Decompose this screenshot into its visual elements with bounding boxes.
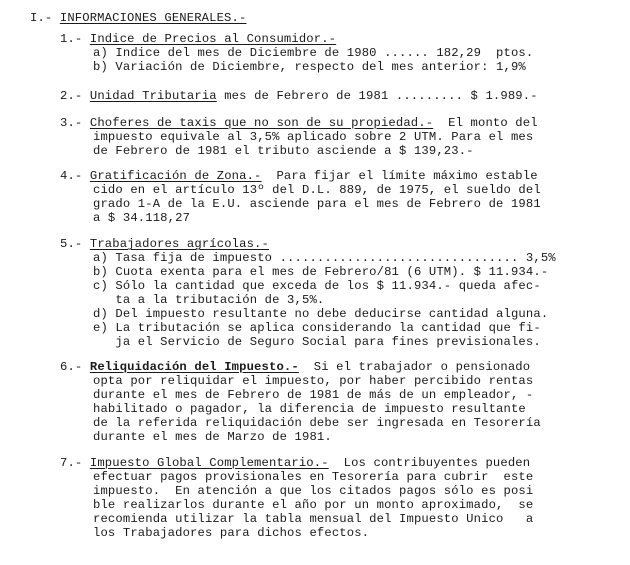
item-7-line-4: ble realizarlos durante el año por un monto aproximado, se (93, 498, 534, 512)
item-7-title: Impuesto Global Complementario.- (89, 456, 329, 470)
item-5-line-b: b) Cuota exenta para el mes de Febrero/81 (6 UTM). $ 11.934.- (93, 265, 549, 279)
item-2-title: Unidad Tributaria (89, 89, 217, 103)
item-2-number: 2.- (60, 89, 90, 103)
item-6-line-3: durante el mes de Febrero de 1981 de más de un empleador, - (93, 388, 534, 402)
heading-title: INFORMACIONES GENERALES.- (59, 11, 247, 25)
item-5-line-a: a) Tasa fija de impuesto ................................ 3,5% (93, 251, 556, 265)
item-7-line-2: efectuar pagos provisionales en Tesorería para cubrir este (93, 470, 534, 484)
item-4-title: Gratificación de Zona.- (89, 169, 262, 183)
item-6-title: Reliquidación del Impuesto.- (89, 360, 299, 374)
item-3-line-3: de Febrero de 1981 el tributo asciende a $ 139,23.- (93, 144, 474, 158)
item-1-title: Indice de Precios al Consumidor.- (89, 32, 337, 46)
item-2-text: mes de Febrero de 1981 ......... $ 1.989.- (216, 89, 538, 103)
item-5-number: 5.- (60, 237, 90, 251)
item-1-line-a: a) Indice del mes de Diciembre de 1980 ...... 182,29 ptos. (93, 46, 534, 60)
item-7-line-5: recomienda utilizar la tabla mensual del Impuesto Unico a (93, 512, 534, 526)
item-3-line-2: impuesto equivale al 3,5% aplicado sobre 2 UTM. Para el mes (93, 130, 534, 144)
item-7-text-start: Los contribuyentes pueden (328, 456, 531, 470)
item-7-line-6: los Trabajadores para dichos efectos. (93, 526, 370, 540)
item-6-line-2: opta por reliquidar el impuesto, por haber percibido rentas (93, 374, 534, 388)
item-5-line-e1: e) La tributación se aplica considerando la cantidad que fi- (93, 321, 541, 335)
item-6-text-start: Si el trabajador o pensionado (298, 360, 531, 374)
item-3-title-line (60, 116, 538, 130)
item-4-line-3: grado 1-A de la E.U. asciende para el mes de Febrero de 1981 (93, 197, 541, 211)
item-7-line-3: impuesto. En atención a que los citados pagos sólo es posi (93, 484, 534, 498)
item-4-number: 4.- (60, 169, 90, 183)
item-1-title-line (60, 32, 336, 46)
item-4-text-start: Para fijar el límite máximo estable (261, 169, 538, 183)
item-6-line-6: durante el mes de Marzo de 1981. (93, 430, 332, 444)
item-6-line-4: habilitado o pagador, la diferencia de impuesto resultante (93, 402, 526, 416)
item-5-line-d: d) Del impuesto resultante no debe deducirse cantidad alguna. (93, 307, 549, 321)
item-3-number: 3.- (60, 116, 90, 130)
item-7-number: 7.- (60, 456, 90, 470)
item-1-number: 1.- (60, 32, 90, 46)
item-5-title-line (60, 237, 269, 251)
heading-number: I.- (30, 11, 60, 25)
item-5-line-c1: c) Sólo la cantidad que exceda de los $ 11.934.- queda afec- (93, 279, 541, 293)
item-5-title: Trabajadores agrícolas.- (89, 237, 269, 251)
item-4-line-2: cido en el artículo 13º del D.L. 889, de 1975, el sueldo del (93, 183, 541, 197)
item-2-line (60, 89, 538, 103)
item-1-line-b: b) Variación de Diciembre, respecto del mes anterior: 1,9% (93, 60, 526, 74)
item-6-title-line (60, 360, 530, 374)
item-4-line-4: a $ 34.118,27 (93, 211, 191, 225)
item-7-title-line (60, 456, 530, 470)
item-6-number: 6.- (60, 360, 90, 374)
item-3-text-start: El monto del (433, 116, 538, 130)
section-heading (30, 11, 246, 25)
item-5-line-c2: ta a la tributación de 3,5%. (93, 293, 325, 307)
item-4-title-line (60, 169, 538, 183)
item-3-title: Choferes de taxis que no son de su propiedad.- (89, 116, 434, 130)
item-5-line-e2: ja el Servicio de Seguro Social para fines previsionales. (93, 335, 541, 349)
item-6-line-5: de la referida reliquidación debe ser ingresada en Tesorería (93, 416, 541, 430)
